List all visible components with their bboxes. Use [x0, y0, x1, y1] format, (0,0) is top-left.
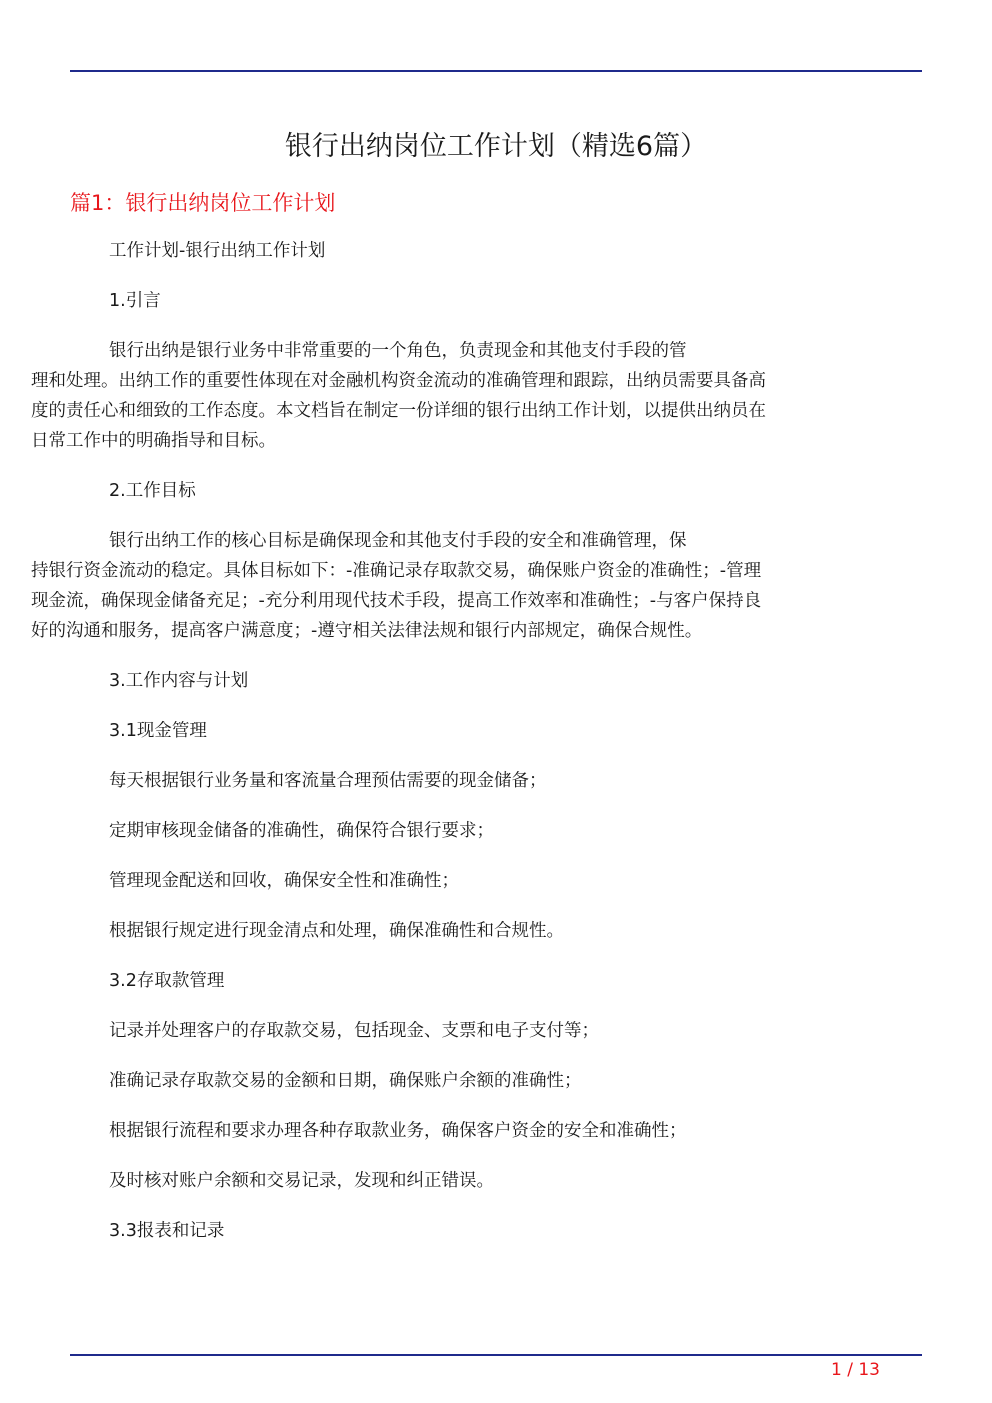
document-title: 银行出纳岗位工作计划（精选6篇）	[284, 131, 708, 162]
paragraph-line: 3.3报表和记录	[109, 1221, 225, 1241]
paragraph	[70, 476, 912, 506]
paragraph-line: 银行出纳工作的核心目标是确保现金和其他支付手段的安全和准确管理，保	[109, 531, 687, 551]
paragraph-line: 日常工作中的明确指导和目标。	[31, 431, 276, 451]
paragraph-line: 3.1现金管理	[109, 721, 207, 741]
paragraph-line: 理和处理。出纳工作的重要性体现在对金融机构资金流动的准确管理和跟踪，出纳员需要具备高	[31, 371, 766, 391]
page-indicator: 1 / 13	[831, 1360, 880, 1380]
paragraph	[70, 286, 912, 316]
paragraph-line: 根据银行规定进行现金清点和处理，确保准确性和合规性。	[109, 921, 564, 941]
paragraph	[31, 336, 912, 456]
header-rule	[70, 70, 922, 72]
paragraph	[70, 1066, 912, 1096]
footer-rule	[70, 1354, 922, 1356]
paragraph-line: 3.2存取款管理	[109, 971, 225, 991]
paragraph-line: 现金流，确保现金储备充足；-充分利用现代技术手段，提高工作效率和准确性；-与客户保持良	[31, 591, 762, 611]
paragraph-line: 准确记录存取款交易的金额和日期，确保账户余额的准确性；	[109, 1071, 582, 1091]
paragraph	[31, 526, 912, 646]
paragraph	[70, 1216, 912, 1246]
paragraph	[70, 966, 912, 996]
paragraph-line: 持银行资金流动的稳定。具体目标如下：-准确记录存取款交易，确保账户资金的准确性；-管理	[31, 561, 762, 581]
paragraph	[70, 1166, 912, 1196]
paragraph-line: 好的沟通和服务，提高客户满意度；-遵守相关法律法规和银行内部规定，确保合规性。	[31, 621, 703, 641]
paragraph	[70, 766, 912, 796]
paragraph	[70, 1116, 912, 1146]
paragraph	[70, 716, 912, 746]
paragraph	[70, 916, 912, 946]
paragraph-line: 根据银行流程和要求办理各种存取款业务，确保客户资金的安全和准确性；	[109, 1121, 687, 1141]
document-body	[31, 236, 912, 1266]
paragraph-line: 管理现金配送和回收，确保安全性和准确性；	[109, 871, 459, 891]
paragraph	[70, 1016, 912, 1046]
paragraph-line: 银行出纳是银行业务中非常重要的一个角色，负责现金和其他支付手段的管	[109, 341, 687, 361]
paragraph-line: 记录并处理客户的存取款交易，包括现金、支票和电子支付等；	[109, 1021, 599, 1041]
section-heading: 篇1：银行出纳岗位工作计划	[70, 191, 336, 215]
paragraph	[70, 866, 912, 896]
paragraph-line: 定期审核现金储备的准确性，确保符合银行要求；	[109, 821, 494, 841]
paragraph-line: 度的责任心和细致的工作态度。本文档旨在制定一份详细的银行出纳工作计划，以提供出纳员在	[31, 401, 766, 421]
paragraph	[70, 236, 912, 266]
paragraph	[70, 666, 912, 696]
paragraph-line: 3.工作内容与计划	[109, 671, 249, 691]
paragraph-line: 工作计划-银行出纳工作计划	[109, 241, 326, 261]
paragraph-line: 1.引言	[109, 291, 161, 311]
paragraph-line: 及时核对账户余额和交易记录，发现和纠正错误。	[109, 1171, 494, 1191]
paragraph	[70, 816, 912, 846]
paragraph-line: 2.工作目标	[109, 481, 196, 501]
paragraph-line: 每天根据银行业务量和客流量合理预估需要的现金储备；	[109, 771, 547, 791]
